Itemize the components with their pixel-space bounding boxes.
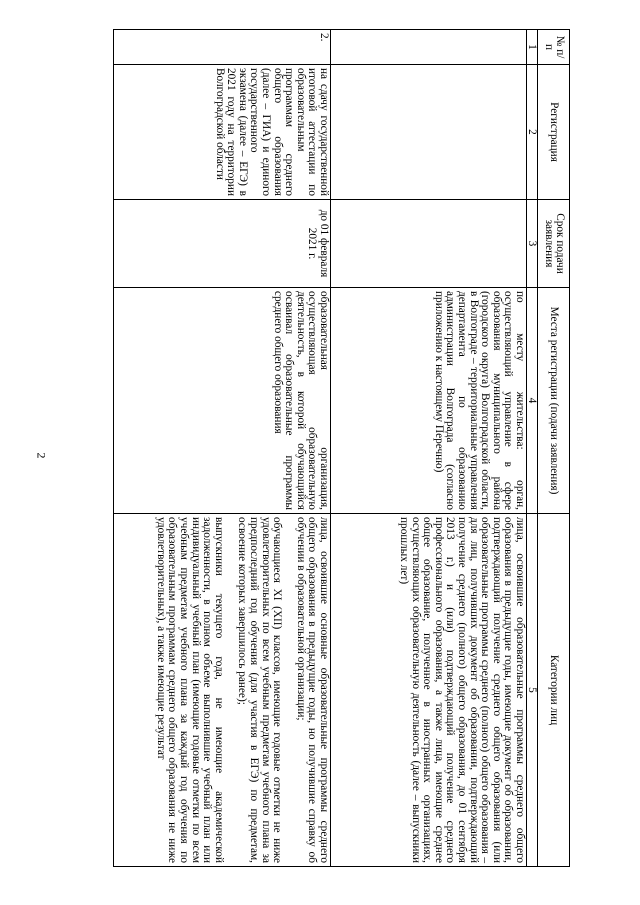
col-number-3: 3 xyxy=(527,200,538,288)
col-number-4: 4 xyxy=(527,288,538,514)
row2-place: образовательная организация, осуществляющая образовательную деятельность, в которой обучающийся осваивал образовательные программы среднего общего образования xyxy=(114,288,331,514)
header-row xyxy=(538,30,570,867)
col-number-5: 5 xyxy=(527,514,538,867)
row1-place: по месту жительства: орган, осуществляющий управление в сфере образования муниципального района (городского округа) Волгоградской области, в Волгограде – территориальные управления департамента по образованию администрации Волгограда (согласно приложению к настоящему Перечню) xyxy=(331,288,527,514)
col-number-2: 2 xyxy=(527,65,538,200)
header-num: № п/п xyxy=(538,30,570,65)
page-number: 2 xyxy=(34,452,49,459)
spacer xyxy=(282,517,294,863)
row1-category: лица, освоившие образовательные программы среднего общего образования в предыдущие годы, имеющие документ об образовании, подтверждающий получение среднего общего образования (или образовательные программы среднего (полного) общего образования – для лиц, получивших документ об образовании, подтверждающий получение среднего (полного) общего образования, до 01 сентября 2013 г.) и (или) подтверждающий получение среднего профессионального образования, а также лица, имеющие среднее общее образование, полученное в иностранных организациях, осуществляющих образовательную деятельность (далее – выпускники прошлых лет) xyxy=(331,514,527,867)
rotated-table-wrapper xyxy=(113,29,570,866)
row2-num: 2. xyxy=(114,30,331,65)
row2-category-a: лица, освоившие основные образовательные программы среднего общего образования в предыдущие годы, но получившие справку об обучении в образовательной организации; xyxy=(294,517,331,863)
row2-deadline: до 01 февраля 2021 г. xyxy=(114,200,331,288)
spacer xyxy=(224,517,236,863)
registration-table xyxy=(113,29,570,867)
row2-category-cell xyxy=(114,514,331,867)
col-number-1: 1 xyxy=(527,30,538,65)
header-place: Места регистрации (подачи заявления) xyxy=(538,288,570,514)
row2-registration: на сдачу государственной итоговой аттестации по образовательным программам среднего общего образования (далее – ГИА) и единого государственного экзамена (далее – ЕГЭ) в 2021 году на территории Волгоградской области xyxy=(114,65,331,200)
table-row xyxy=(331,30,527,867)
header-category: Категории лиц xyxy=(538,514,570,867)
row2-category-c: выпускники текущего года, не имеющие академической задолженности, в полном объеме выполнившие учебный план или индивидуальный учебный план (имеющие годовые отметки по всем учебным предметам учебного плана за каждый год обучения по образовательным программам среднего общего образования не ниже удовлетворительных), а также имеющие результат xyxy=(154,517,225,863)
header-deadline: Срок подачи заявления xyxy=(538,200,570,288)
row1-registration xyxy=(331,65,527,200)
column-number-row xyxy=(527,30,538,867)
table-row xyxy=(114,30,331,867)
header-registration: Регистрация xyxy=(538,65,570,200)
row1-deadline xyxy=(331,200,527,288)
row1-num xyxy=(331,30,527,65)
row2-category-b: обучающиеся XI (XII) классов, имеющие годовые отметки не ниже удовлетворительных по всем учебным предметам учебного плана за предпоследний год обучения (для участия в ЕГЭ) по предметам, освоение которых завершилось ранее); xyxy=(236,517,284,863)
